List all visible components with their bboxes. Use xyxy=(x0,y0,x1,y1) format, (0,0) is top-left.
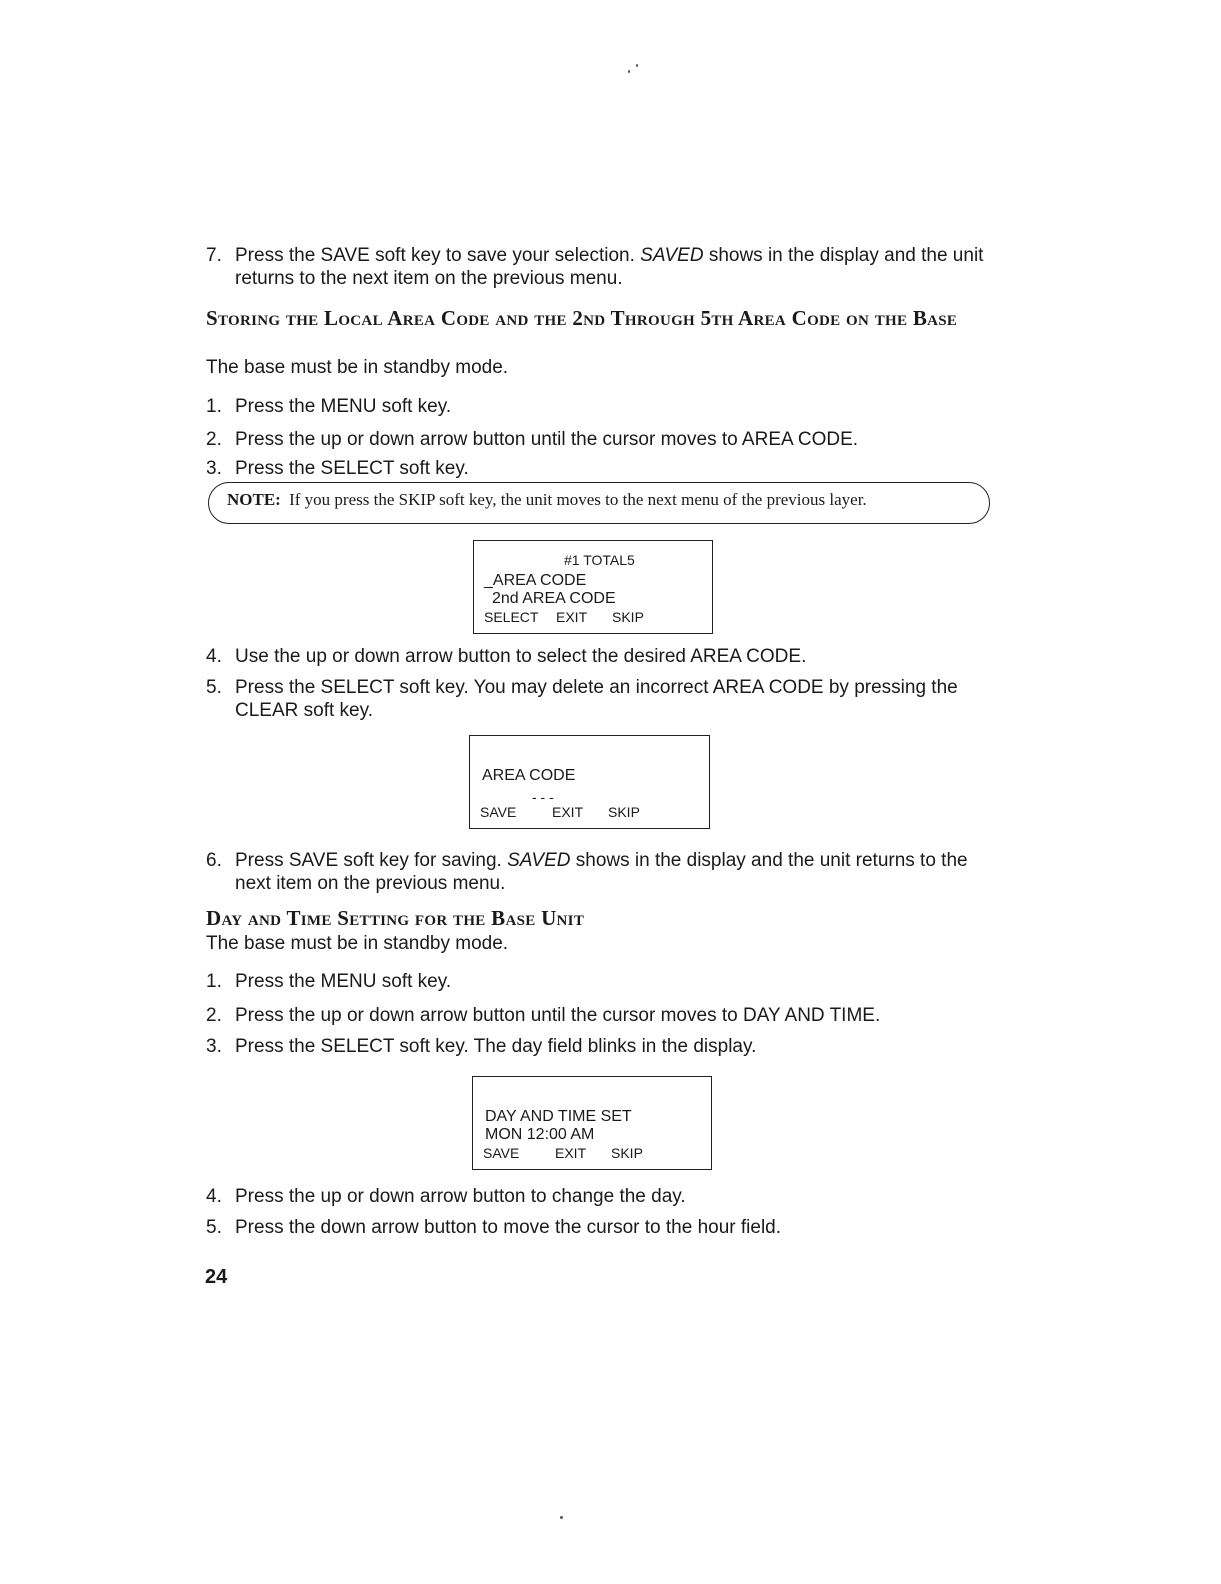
step-item xyxy=(206,1004,1006,1027)
step-number: 5. xyxy=(206,1217,222,1238)
step-number: 4. xyxy=(206,1186,222,1207)
step-emphasis: SAVED xyxy=(640,245,704,266)
lcd-softkey-skip: SKIP xyxy=(612,609,644,625)
lcd-entry-field: - - - xyxy=(532,789,554,805)
step-item xyxy=(206,970,1006,993)
step-text: Use the up or down arrow button to select the desired AREA CODE. xyxy=(235,646,807,667)
section-intro: The base must be in standby mode. xyxy=(206,357,509,378)
step-number: 2. xyxy=(206,1005,222,1026)
note-label: NOTE: xyxy=(227,490,281,509)
step-emphasis: SAVED xyxy=(507,850,571,871)
step-text: Press the MENU soft key. xyxy=(235,971,452,992)
lcd-line: AREA CODE xyxy=(482,767,576,784)
step-item xyxy=(206,1035,1006,1058)
lcd-softkey-skip: SKIP xyxy=(611,1145,643,1161)
step-text-part: Press the SAVE soft key to save your selection. xyxy=(235,245,641,266)
lcd-softkey-exit: EXIT xyxy=(555,1145,587,1161)
step-item xyxy=(206,244,1006,290)
lcd-title: #1 TOTAL5 xyxy=(564,552,635,568)
scan-speck xyxy=(636,64,638,67)
step-text xyxy=(206,849,1006,895)
scan-speck xyxy=(628,70,630,73)
step-number: 4. xyxy=(206,646,222,667)
step-item xyxy=(206,428,1006,451)
lcd-line: MON 12:00 AM xyxy=(485,1126,595,1143)
note-text: If you press the SKIP soft key, the unit moves to the next menu of the previous layer. xyxy=(289,490,867,509)
step-text: Press the MENU soft key. xyxy=(235,396,452,417)
step-number: 3. xyxy=(206,1036,222,1057)
lcd-softkey-save: SAVE xyxy=(483,1145,520,1161)
step-item xyxy=(206,1216,1006,1239)
lcd-line: 2nd AREA CODE xyxy=(492,590,616,607)
section-heading: Storing the Local Area Code and the 2nd Through 5th Area Code on the Base xyxy=(206,306,958,330)
step-number: 6. xyxy=(206,850,222,871)
step-number: 2. xyxy=(206,429,222,450)
page-number: 24 xyxy=(205,1266,228,1288)
step-text: Press the SELECT soft key. You may delete an incorrect AREA CODE by pressing the CLEAR soft key. xyxy=(235,677,958,721)
step-text-part: shows in the display and the unit returns to the next item on the previous menu. xyxy=(235,850,968,894)
step-item xyxy=(206,849,1006,895)
lcd-display-area-code-menu xyxy=(473,540,713,634)
lcd-line: _AREA CODE xyxy=(484,572,587,589)
lcd-softkey-skip: SKIP xyxy=(608,804,640,820)
step-number: 7. xyxy=(206,245,222,266)
lcd-line: DAY AND TIME SET xyxy=(485,1108,632,1125)
lcd-softkey-exit: EXIT xyxy=(556,609,588,625)
lcd-display-day-time xyxy=(472,1076,712,1170)
step-text: Press the up or down arrow button until the cursor moves to AREA CODE. xyxy=(235,429,859,450)
step-text: Press the SELECT soft key. xyxy=(235,458,469,479)
lcd-display-area-code-entry xyxy=(469,735,710,829)
step-item xyxy=(206,457,1006,480)
step-item xyxy=(206,1185,1006,1208)
step-number: 3. xyxy=(206,458,222,479)
step-number: 5. xyxy=(206,677,222,698)
scan-speck xyxy=(560,1516,563,1519)
section-heading: Day and Time Setting for the Base Unit xyxy=(206,906,585,930)
step-text: Press the down arrow button to move the cursor to the hour field. xyxy=(235,1217,782,1238)
step-item xyxy=(206,395,1006,418)
step-item xyxy=(206,676,1006,722)
step-text: Press the SELECT soft key. The day field blinks in the display. xyxy=(235,1036,757,1057)
lcd-softkey-save: SAVE xyxy=(480,804,517,820)
step-text: Press the up or down arrow button until the cursor moves to DAY AND TIME. xyxy=(235,1005,881,1026)
section-intro: The base must be in standby mode. xyxy=(206,933,509,954)
lcd-softkey-exit: EXIT xyxy=(552,804,584,820)
step-number: 1. xyxy=(206,971,222,992)
step-text: Press the up or down arrow button to change the day. xyxy=(235,1186,686,1207)
step-number: 1. xyxy=(206,396,222,417)
step-text xyxy=(206,244,1006,290)
lcd-softkey-select: SELECT xyxy=(484,609,539,625)
step-item xyxy=(206,645,1006,668)
note-box xyxy=(208,482,990,524)
step-text-part: shows in the display and the unit returns to the next item on the previous menu. xyxy=(235,245,984,289)
step-text-part: Press SAVE soft key for saving. xyxy=(235,850,508,871)
